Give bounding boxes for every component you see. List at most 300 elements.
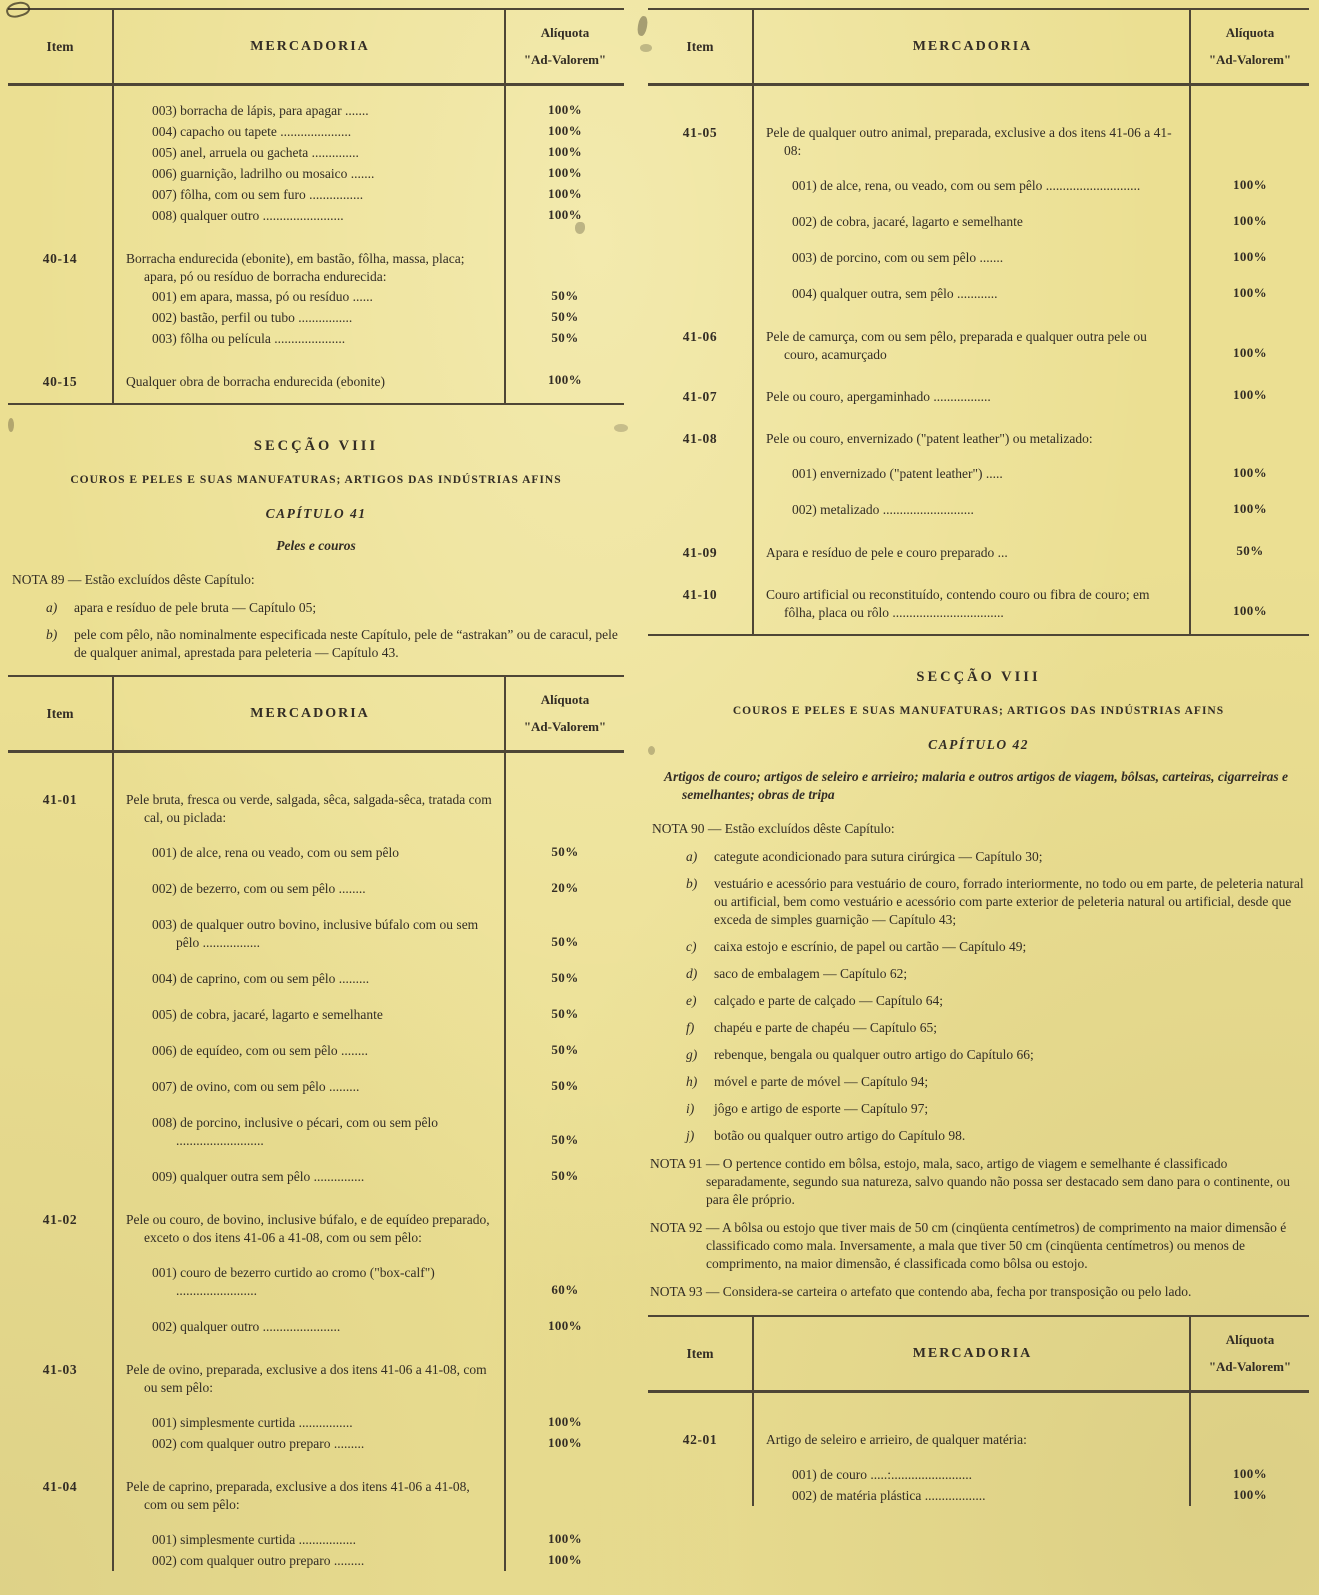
merchandise-text: 001) envernizado ("patent leather") ..... (752, 448, 1191, 484)
merchandise-text: 002) com qualquer outro preparo ......... (112, 1550, 506, 1571)
table-header (8, 675, 624, 753)
note-item-letter: e) (686, 993, 697, 1008)
note-item-text: botão ou qualquer outro artigo do Capítulo 98. (714, 1128, 966, 1143)
item-header-label: Item (46, 38, 74, 54)
rate-value: 100% (547, 1552, 583, 1567)
chapter-title: Peles e couros (276, 538, 356, 553)
rate-value (506, 753, 624, 767)
nota-paragraphs (650, 1155, 1307, 1301)
nota-heading: NOTA 90 — Estão excluídos dêste Capítulo: (652, 821, 895, 836)
chapter-heading: CAPÍTULO 41 (265, 506, 367, 521)
item-code (648, 268, 752, 304)
tariff-table-chapter-42 (648, 1315, 1309, 1506)
note-item (650, 1100, 1307, 1118)
item-code (8, 1025, 112, 1061)
note-item-letter: d) (686, 966, 698, 981)
mercadoria-header-label: MERCADORIA (912, 38, 1033, 54)
rate-value: 100% (547, 1318, 583, 1333)
section-subject: COUROS E PELES E SUAS MANUFATURAS; ARTIGOS DAS INDÚSTRIAS AFINS (70, 474, 562, 486)
merchandise-text: Borracha endurecida (ebonite), em bastão, fôlha, massa, placa; apara, pó ou resíduo de borracha endurecida: (112, 226, 506, 286)
item-code (8, 86, 112, 100)
rate-value: 100% (1232, 501, 1268, 516)
merchandise-text: 001) de alce, rena, ou veado, com ou sem pêlo ............................ (752, 160, 1191, 196)
rate-value: 100% (1232, 387, 1268, 402)
table-row (8, 226, 624, 286)
item-code: 41-06 (682, 329, 718, 344)
column-header-aliquota (506, 677, 624, 750)
nota-paragraph: NOTA 91 — O pertence contido em bôlsa, estojo, mala, saco, artigo de viagem e semelhante é classificado separadamente, segundo sua natureza, salvo quando não possa ser destacado sem dano para o continente, ou para êle próprio. (650, 1156, 1291, 1207)
column-header-item (648, 1317, 752, 1390)
table-row (648, 1407, 1309, 1449)
aliquota-header-label: Alíquota (1225, 25, 1275, 40)
item-code (8, 205, 112, 226)
column-header-aliquota (1191, 10, 1309, 83)
table-subrow (8, 142, 624, 163)
table-row (648, 304, 1309, 364)
merchandise-text: 002) bastão, perfil ou tubo ................ (112, 307, 506, 328)
merchandise-text: 001) simplesmente curtida ................ (112, 1397, 506, 1433)
note-item-letter: f) (686, 1020, 695, 1035)
merchandise-text: 008) de porcino, inclusive o pécari, com ou sem pêlo .......................... (112, 1097, 506, 1151)
item-code (8, 1433, 112, 1454)
note-item-text: pele com pêlo, não nominalmente especificada neste Capítulo, pele de “astrakan” ou de caracul, pele de qualquer animal, aprestada para peleteria — Capítulo 43. (74, 627, 618, 660)
table-subrow (8, 100, 624, 121)
rate-value: 20% (551, 880, 579, 895)
table-subrow (8, 1151, 624, 1187)
item-code: 41-04 (42, 1479, 78, 1494)
rate-value: 50% (551, 309, 579, 324)
table-spacer (648, 86, 1309, 100)
note-item (650, 965, 1307, 983)
note-item-text: caixa estojo e escrínio, de papel ou cartão — Capítulo 49; (714, 939, 1027, 954)
rate-value (1191, 622, 1309, 634)
note-item (10, 599, 622, 617)
rate-value: 50% (551, 288, 579, 303)
rate-value: 100% (547, 144, 583, 159)
column-header-mercadoria (112, 677, 506, 750)
merchandise-text (112, 86, 506, 100)
table-subrow (8, 863, 624, 899)
column-header-mercadoria (752, 1317, 1191, 1390)
merchandise-text: 009) qualquer outra sem pêlo ............... (112, 1151, 506, 1187)
rate-value: 50% (551, 1006, 579, 1021)
aliquota-header-label: Alíquota (1225, 1332, 1275, 1347)
item-code: 41-09 (682, 545, 718, 560)
column-header-item (8, 677, 112, 750)
note-item (650, 1073, 1307, 1091)
column-header-item (648, 10, 752, 83)
aliquota-header-label: Alíquota (540, 692, 590, 707)
rate-value (506, 1337, 624, 1397)
note-item (650, 875, 1307, 929)
right-column (648, 8, 1309, 1595)
item-header-label: Item (686, 38, 714, 54)
rate-value: 100% (1232, 285, 1268, 300)
rate-value (1191, 86, 1309, 100)
rate-value: 100% (547, 1414, 583, 1429)
merchandise-text: 002) de matéria plástica .................. (752, 1485, 1191, 1506)
nota-paragraph: NOTA 92 — A bôlsa ou estojo que tiver mais de 50 cm (cinqüenta centímetros) de comprimento na maior dimensão é classificado como mala. Inversamente, a mala que tiver 50 cm (cinqüenta centímetros) ou menos de comprimento, na maior dimensão, é classificada como bôlsa ou estojo. (650, 1220, 1287, 1271)
merchandise-text: Pele de ovino, preparada, exclusive a dos itens 41-06 a 41-08, com ou sem pêlo: (112, 1337, 506, 1397)
section-heading: SECÇÃO VIII (253, 438, 379, 454)
item-code (8, 142, 112, 163)
nota-items (650, 848, 1307, 1145)
rate-value: 100% (1232, 213, 1268, 228)
merchandise-text: Pele de qualquer outro animal, preparada, exclusive a dos itens 41-06 a 41-08: (752, 100, 1191, 160)
table-row (648, 520, 1309, 562)
merchandise-text: 006) de equídeo, com ou sem pêlo ........ (112, 1025, 506, 1061)
note-item-letter: c) (686, 939, 697, 954)
item-code: 41-10 (682, 587, 718, 602)
table-row (8, 1187, 624, 1247)
rate-value: 50% (551, 934, 579, 949)
merchandise-text: 003) borracha de lápis, para apagar ....... (112, 100, 506, 121)
note-item-text: móvel e parte de móvel — Capítulo 94; (714, 1074, 929, 1089)
note-item (10, 626, 622, 662)
rate-value: 50% (551, 1168, 579, 1183)
table-row (8, 1454, 624, 1514)
table-subrow (8, 1097, 624, 1151)
rate-value: 100% (1232, 603, 1268, 618)
item-code (8, 1550, 112, 1571)
rate-value: 100% (547, 102, 583, 117)
item-code: 41-07 (682, 389, 718, 404)
rate-value: 100% (1232, 249, 1268, 264)
note-item-letter: a) (686, 849, 698, 864)
table-subrow (8, 1301, 624, 1337)
table-row (8, 1337, 624, 1397)
merchandise-text: 002) qualquer outro ....................... (112, 1301, 506, 1337)
item-code (8, 1097, 112, 1151)
item-code (8, 989, 112, 1025)
table-subrow (8, 307, 624, 328)
rate-value: 100% (1232, 1466, 1268, 1481)
rate-value: 50% (551, 1132, 579, 1147)
column-header-mercadoria (752, 10, 1191, 83)
nota-items (10, 599, 622, 662)
item-code (8, 1151, 112, 1187)
rate-value: 50% (551, 970, 579, 985)
note-item-text: categute acondicionado para sutura cirúrgica — Capítulo 30; (714, 849, 1043, 864)
item-code (8, 1514, 112, 1550)
rate-value: 50% (1236, 543, 1264, 558)
item-code (648, 448, 752, 484)
merchandise-text: 007) de ovino, com ou sem pêlo ......... (112, 1061, 506, 1097)
item-code (8, 753, 112, 767)
advalorem-header-label: "Ad-Valorem" (1208, 52, 1292, 67)
note-item-letter: a) (46, 600, 58, 615)
chapter-title: Artigos de couro; artigos de seleiro e arrieiro; malaria e outros artigos de viagem, bôlsas, carteiras, cigarreiras e semelhantes; obras de tripa (664, 769, 1288, 802)
table-spacer (648, 622, 1309, 634)
note-item-letter: i) (686, 1101, 695, 1116)
table-subrow (8, 328, 624, 349)
tariff-table-chapter-41-right (648, 8, 1309, 636)
chapter-heading: CAPÍTULO 42 (928, 737, 1029, 752)
table-subrow (8, 1550, 624, 1571)
note-item-letter: b) (46, 627, 58, 642)
rate-value (1191, 1407, 1309, 1449)
note-item-letter: h) (686, 1074, 698, 1089)
aliquota-header-label: Alíquota (540, 25, 590, 40)
item-code: 40-15 (42, 374, 78, 389)
table-subrow (648, 268, 1309, 304)
item-code (648, 1393, 752, 1407)
table-body (8, 753, 624, 1571)
mercadoria-header-label: MERCADORIA (912, 1345, 1033, 1361)
merchandise-text: 003) de qualquer outro bovino, inclusive búfalo com ou sem pêlo ................. (112, 899, 506, 953)
table-subrow (648, 1449, 1309, 1485)
rate-value: 100% (547, 1531, 583, 1546)
rate-value: 100% (1232, 465, 1268, 480)
note-item (650, 938, 1307, 956)
item-header-label: Item (46, 705, 74, 721)
merchandise-text (752, 86, 1191, 100)
merchandise-text: 001) couro de bezerro curtido ao cromo ("box-calf") ........................ (112, 1247, 506, 1301)
item-code (648, 484, 752, 520)
merchandise-text (112, 391, 506, 403)
table-subrow (8, 121, 624, 142)
table-subrow (8, 827, 624, 863)
table-subrow (8, 286, 624, 307)
item-code (8, 1397, 112, 1433)
item-code: 41-05 (682, 125, 718, 140)
rate-value: 50% (551, 330, 579, 345)
table-subrow (648, 1485, 1309, 1506)
tariff-table-chapter-41-left (8, 675, 624, 1571)
item-code (8, 953, 112, 989)
rate-value (506, 1454, 624, 1514)
rate-value: 100% (1232, 1487, 1268, 1502)
item-code (8, 163, 112, 184)
note-item-text: jôgo e artigo de esporte — Capítulo 97; (714, 1101, 929, 1116)
item-code (648, 1485, 752, 1506)
item-code (648, 196, 752, 232)
item-code (8, 863, 112, 899)
table-subrow (8, 1247, 624, 1301)
table-body (8, 86, 624, 405)
note-item-letter: g) (686, 1047, 698, 1062)
table-header (648, 8, 1309, 86)
table-subrow (648, 232, 1309, 268)
merchandise-text: 001) simplesmente curtida ................. (112, 1514, 506, 1550)
table-subrow (8, 1433, 624, 1454)
item-code (648, 86, 752, 100)
rate-value: 100% (1232, 177, 1268, 192)
merchandise-text: 001) de alce, rena ou veado, com ou sem pêlo (112, 827, 506, 863)
table-subrow (8, 1514, 624, 1550)
table-subrow (8, 989, 624, 1025)
table-subrow (8, 163, 624, 184)
merchandise-text (752, 1393, 1191, 1407)
merchandise-text: 004) qualquer outra, sem pêlo ............ (752, 268, 1191, 304)
item-code: 41-01 (42, 792, 78, 807)
merchandise-text: Pele ou couro, envernizado ("patent leather") ou metalizado: (752, 406, 1191, 448)
rate-value (506, 226, 624, 286)
section-heading: SECÇÃO VIII (916, 669, 1041, 685)
rate-value (1191, 406, 1309, 448)
item-code (648, 232, 752, 268)
merchandise-text: 002) de bezerro, com ou sem pêlo ........ (112, 863, 506, 899)
note-item (650, 1127, 1307, 1145)
note-item (650, 992, 1307, 1010)
table-subrow (8, 1397, 624, 1433)
table-body (648, 1393, 1309, 1506)
item-code (8, 184, 112, 205)
note-item-text: vestuário e acessório para vestuário de couro, forrado interiormente, no todo ou em parte, de peleteria natural ou artificial, bem como vestuário e acessório com parte exterior de peleteria natural ou artificial, desde que exceda de simples guarnição — Capítulo 43; (714, 876, 1304, 927)
merchandise-text: 002) metalizado ........................... (752, 484, 1191, 520)
item-code (8, 827, 112, 863)
merchandise-text: 003) de porcino, com ou sem pêlo ....... (752, 232, 1191, 268)
item-code (8, 899, 112, 953)
item-code (648, 160, 752, 196)
note-item (650, 848, 1307, 866)
table-subrow (8, 953, 624, 989)
column-header-item (8, 10, 112, 83)
rate-value (506, 1187, 624, 1247)
rate-value: 50% (551, 1078, 579, 1093)
rate-value (1191, 100, 1309, 160)
table-row (8, 349, 624, 391)
item-code (8, 121, 112, 142)
advalorem-header-label: "Ad-Valorem" (1208, 1359, 1292, 1374)
merchandise-text: 007) fôlha, com ou sem furo ................ (112, 184, 506, 205)
table-header (8, 8, 624, 86)
left-column (8, 8, 624, 1595)
tariff-table-chapter-40 (8, 8, 624, 405)
merchandise-text: Qualquer obra de borracha endurecida (ebonite) (112, 349, 506, 391)
table-spacer (8, 391, 624, 403)
item-code (8, 391, 112, 403)
item-code (8, 328, 112, 349)
item-code (648, 622, 752, 634)
merchandise-text: 001) em apara, massa, pó ou resíduo ...... (112, 286, 506, 307)
nota-heading: NOTA 89 — Estão excluídos dêste Capítulo: (12, 572, 255, 587)
note-item (650, 1019, 1307, 1037)
table-subrow (648, 160, 1309, 196)
merchandise-text: 005) anel, arruela ou gacheta .............. (112, 142, 506, 163)
table-spacer (8, 86, 624, 100)
table-subrow (648, 484, 1309, 520)
merchandise-text (112, 753, 506, 767)
table-subrow (648, 448, 1309, 484)
item-header-label: Item (686, 1345, 714, 1361)
mercadoria-header-label: MERCADORIA (250, 38, 370, 54)
note-item-text: apara e resíduo de pele bruta — Capítulo 05; (74, 600, 317, 615)
nota-paragraph: NOTA 93 — Considera-se carteira o artefato que contendo aba, fecha por transposição ou pelo lado. (650, 1284, 1192, 1299)
item-code (8, 1247, 112, 1301)
merchandise-text: Pele bruta, fresca ou verde, salgada, sêca, salgada-sêca, tratada com cal, ou piclada: (112, 767, 506, 827)
rate-value (1191, 1393, 1309, 1407)
note-item-letter: b) (686, 876, 698, 891)
column-header-aliquota (1191, 1317, 1309, 1390)
table-subrow (8, 1061, 624, 1097)
merchandise-text: 001) de couro .....:........................ (752, 1449, 1191, 1485)
merchandise-text: Apara e resíduo de pele e couro preparado ... (752, 520, 1191, 562)
column-header-aliquota (506, 10, 624, 83)
merchandise-text: 003) fôlha ou película ..................... (112, 328, 506, 349)
table-subrow (8, 1025, 624, 1061)
rate-value: 50% (551, 844, 579, 859)
rate-value: 100% (547, 186, 583, 201)
mercadoria-header-label: MERCADORIA (250, 705, 370, 721)
advalorem-header-label: "Ad-Valorem" (523, 52, 607, 67)
merchandise-text: 005) de cobra, jacaré, lagarto e semelhante (112, 989, 506, 1025)
rate-value (506, 391, 624, 403)
item-code: 40-14 (42, 251, 78, 266)
section-viii-chapter-41 (8, 405, 624, 675)
note-item-text: calçado e parte de calçado — Capítulo 64; (714, 993, 944, 1008)
rate-value: 50% (551, 1042, 579, 1057)
note-item (650, 1046, 1307, 1064)
item-code (8, 286, 112, 307)
section-viii-chapter-42 (648, 636, 1309, 1315)
note-item-text: rebenque, bengala ou qualquer outro artigo do Capítulo 66; (714, 1047, 1034, 1062)
table-spacer (648, 1393, 1309, 1407)
rate-value: 100% (547, 1435, 583, 1450)
column-header-mercadoria (112, 10, 506, 83)
rate-value: 100% (1232, 345, 1268, 360)
table-subrow (8, 205, 624, 226)
merchandise-text: 004) de caprino, com ou sem pêlo ......... (112, 953, 506, 989)
note-item-text: chapéu e parte de chapéu — Capítulo 65; (714, 1020, 938, 1035)
section-subject: COUROS E PELES E SUAS MANUFATURAS; ARTIGOS DAS INDÚSTRIAS AFINS (732, 705, 1225, 717)
merchandise-text: 002) com qualquer outro preparo ......... (112, 1433, 506, 1454)
advalorem-header-label: "Ad-Valorem" (523, 719, 607, 734)
note-item-letter: j) (686, 1128, 695, 1143)
item-code (8, 307, 112, 328)
rate-value: 100% (547, 372, 583, 387)
table-header (648, 1315, 1309, 1393)
table-row (648, 364, 1309, 406)
note-item-text: saco de embalagem — Capítulo 62; (714, 966, 908, 981)
merchandise-text: Pele ou couro, apergaminhado ................. (752, 364, 1191, 406)
rate-value (506, 767, 624, 827)
rate-value: 100% (547, 165, 583, 180)
merchandise-text: 004) capacho ou tapete ..................... (112, 121, 506, 142)
item-code (8, 1061, 112, 1097)
table-row (648, 406, 1309, 448)
item-code: 41-02 (42, 1212, 78, 1227)
merchandise-text: 006) guarnição, ladrilho ou mosaico ....... (112, 163, 506, 184)
rate-value: 100% (547, 123, 583, 138)
table-spacer (8, 753, 624, 767)
rate-value (506, 86, 624, 100)
table-subrow (8, 184, 624, 205)
merchandise-text: Pele ou couro, de bovino, inclusive búfalo, e de equídeo preparado, exceto o dos itens 41-06 a 41-08, com ou sem pêlo: (112, 1187, 506, 1247)
merchandise-text: Couro artificial ou reconstituído, contendo couro ou fibra de couro; em fôlha, placa ou rôlo ................................. (752, 562, 1191, 622)
rate-value: 100% (547, 207, 583, 222)
merchandise-text: 008) qualquer outro ........................ (112, 205, 506, 226)
item-code: 41-03 (42, 1362, 78, 1377)
merchandise-text: Pele de caprino, preparada, exclusive a dos itens 41-06 a 41-08, com ou sem pêlo: (112, 1454, 506, 1514)
merchandise-text: Pele de camurça, com ou sem pêlo, preparada e qualquer outra pele ou couro, acamurçado (752, 304, 1191, 364)
table-subrow (648, 196, 1309, 232)
item-code (8, 100, 112, 121)
table-subrow (8, 899, 624, 953)
merchandise-text: Artigo de seleiro e arrieiro, de qualquer matéria: (752, 1407, 1191, 1449)
item-code (8, 1301, 112, 1337)
table-body (648, 86, 1309, 636)
rate-value: 60% (551, 1282, 579, 1297)
item-code: 42-01 (682, 1432, 718, 1447)
item-code: 41-08 (682, 431, 718, 446)
table-row (648, 100, 1309, 160)
table-row (8, 767, 624, 827)
table-row (648, 562, 1309, 622)
merchandise-text: 002) de cobra, jacaré, lagarto e semelhante (752, 196, 1191, 232)
merchandise-text (752, 622, 1191, 634)
item-code (648, 1449, 752, 1485)
